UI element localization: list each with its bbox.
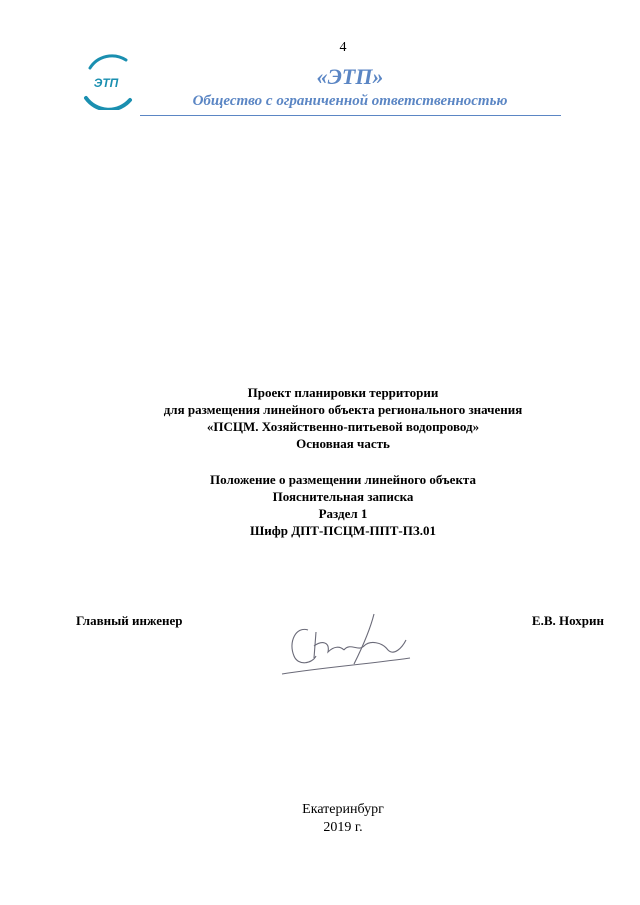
section-line: Пояснительная записка [272,489,414,504]
footer-block [0,801,640,837]
footer-city: Екатеринбург [302,802,384,817]
title-line: для размещения линейного объекта регионального значения [163,402,523,417]
section-info-block [0,471,640,539]
title-line: Основная часть [296,436,390,451]
header-divider [140,115,561,116]
company-type: Общество с ограниченной ответственностью [192,93,508,109]
section-line: Раздел 1 [318,506,368,521]
title-line: «ПСЦМ. Хозяйственно-питьевой водопровод» [206,419,480,434]
logo-text: ЭТП [93,76,119,90]
page-number: 4 [339,40,347,55]
handwritten-signature [278,612,418,684]
section-line: Шифр ДПТ-ПСЦМ-ППТ-ПЗ.01 [250,523,436,538]
document-title-block [0,384,640,452]
signer-role: Главный инженер [76,613,183,628]
section-line: Положение о размещении линейного объекта [210,472,476,487]
footer-year: 2019 г. [323,820,363,835]
company-name: «ЭТП» [316,64,384,89]
signer-name: Е.В. Нохрин [531,613,604,628]
title-line: Проект планировки территории [247,385,439,400]
